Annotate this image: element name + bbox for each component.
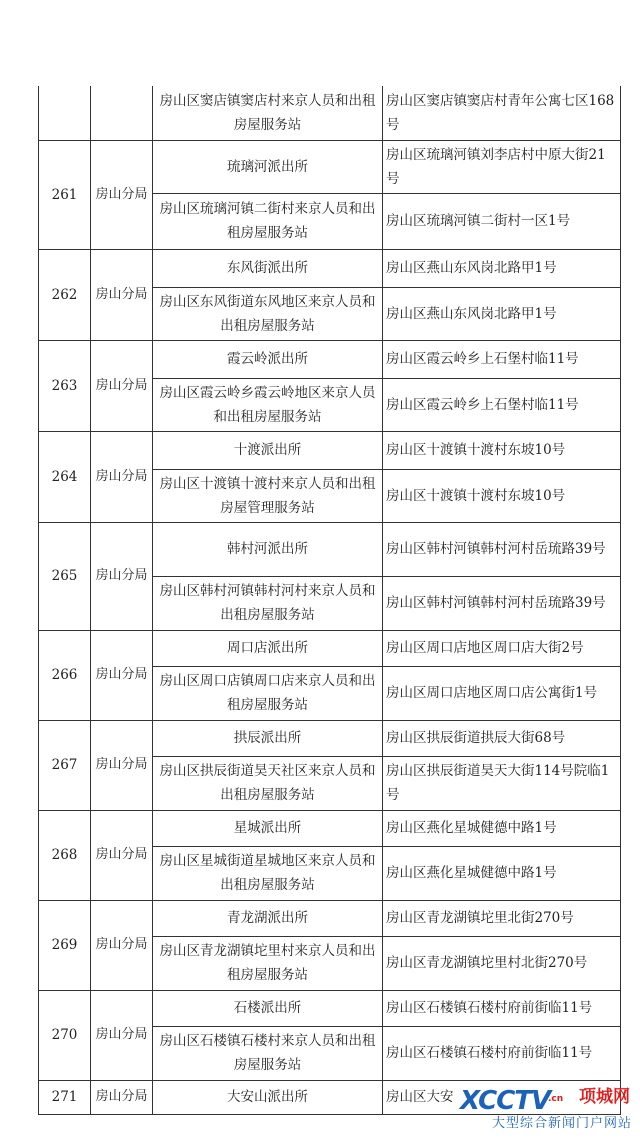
bureau-cell: 房山分局 (91, 720, 153, 810)
station-address: 房山区青龙湖镇坨里北街270号 (383, 900, 621, 936)
station-address: 房山区十渡镇十渡村东坡10号 (383, 431, 621, 469)
table-row (39, 990, 621, 1026)
station-address: 房山区霞云岭乡上石堡村临11号 (383, 378, 621, 431)
table-row (39, 86, 621, 140)
row-number: 271 (39, 1080, 91, 1114)
station-address: 房山区燕化星城健德中路1号 (383, 846, 621, 900)
station-name: 韩村河派出所 (153, 522, 383, 576)
station-address: 房山区燕山东风岗北路甲1号 (383, 287, 621, 340)
row-number: 263 (39, 340, 91, 431)
station-address: 房山区燕山东风岗北路甲1号 (383, 249, 621, 287)
bureau-cell (91, 86, 153, 140)
police-station-table (38, 86, 621, 1115)
watermark-subtitle: 大型综合新闻门户网站 (491, 1116, 632, 1131)
watermark-logo: XCCTV (460, 1086, 551, 1116)
station-address: 房山区拱辰街道昊天大街114号院临1号 (383, 756, 621, 810)
bureau-cell: 房山分局 (91, 522, 153, 630)
row-number: 269 (39, 900, 91, 990)
station-address: 房山区窦店镇窦店村青年公寓七区168号 (383, 86, 621, 140)
row-number: 264 (39, 431, 91, 522)
station-name: 房山区东风街道东风地区来京人员和出租房屋服务站 (153, 287, 383, 340)
watermark (454, 1082, 634, 1132)
row-number (39, 86, 91, 140)
bureau-cell: 房山分局 (91, 810, 153, 900)
watermark-site-name: 项城网 (579, 1087, 630, 1107)
station-address: 房山区大安 (383, 1080, 621, 1114)
station-name: 石楼派出所 (153, 990, 383, 1026)
row-number: 268 (39, 810, 91, 900)
bureau-cell: 房山分局 (91, 140, 153, 249)
table-row (39, 431, 621, 469)
bureau-cell: 房山分局 (91, 431, 153, 522)
table-row (39, 522, 621, 576)
station-address: 房山区韩村河镇韩村河村岳琉路39号 (383, 576, 621, 630)
station-name: 青龙湖派出所 (153, 900, 383, 936)
station-name: 琉璃河派出所 (153, 140, 383, 193)
station-address: 房山区霞云岭乡上石堡村临11号 (383, 340, 621, 378)
bureau-cell: 房山分局 (91, 990, 153, 1080)
table-row (39, 900, 621, 936)
row-number: 270 (39, 990, 91, 1080)
station-address: 房山区琉璃河镇刘李店村中原大街21号 (383, 140, 621, 193)
bureau-cell: 房山分局 (91, 340, 153, 431)
station-address: 房山区燕化星城健德中路1号 (383, 810, 621, 846)
row-number: 261 (39, 140, 91, 249)
station-name: 房山区拱辰街道昊天社区来京人员和出租房屋服务站 (153, 756, 383, 810)
station-name: 周口店派出所 (153, 630, 383, 666)
station-address: 房山区拱辰街道拱辰大街68号 (383, 720, 621, 756)
table-row (39, 810, 621, 846)
station-name: 房山区星城街道星城地区来京人员和出租房屋服务站 (153, 846, 383, 900)
station-name: 房山区石楼镇石楼村来京人员和出租房屋服务站 (153, 1026, 383, 1080)
bureau-cell: 房山分局 (91, 630, 153, 720)
bureau-cell: 房山分局 (91, 249, 153, 340)
bureau-cell: 房山分局 (91, 900, 153, 990)
bureau-cell: 房山分局 (91, 1080, 153, 1114)
station-name: 东风街派出所 (153, 249, 383, 287)
station-address: 房山区周口店地区周口店公寓街1号 (383, 666, 621, 720)
station-name: 霞云岭派出所 (153, 340, 383, 378)
table-row (39, 340, 621, 378)
table-row (39, 249, 621, 287)
station-name: 十渡派出所 (153, 431, 383, 469)
station-address: 房山区青龙湖镇坨里村北街270号 (383, 936, 621, 990)
station-name: 房山区十渡镇十渡村来京人员和出租房屋管理服务站 (153, 469, 383, 522)
table-row (39, 140, 621, 193)
station-name: 房山区周口店镇周口店来京人员和出租房屋服务站 (153, 666, 383, 720)
station-address: 房山区韩村河镇韩村河村岳琉路39号 (383, 522, 621, 576)
row-number: 262 (39, 249, 91, 340)
watermark-logo-suffix: .cn (548, 1094, 564, 1104)
row-number: 265 (39, 522, 91, 630)
station-address: 房山区石楼镇石楼村府前街临11号 (383, 990, 621, 1026)
station-name: 房山区窦店镇窦店村来京人员和出租房屋服务站 (153, 86, 383, 140)
station-name: 大安山派出所 (153, 1080, 383, 1114)
station-address: 房山区周口店地区周口店大街2号 (383, 630, 621, 666)
station-name: 星城派出所 (153, 810, 383, 846)
station-address: 房山区石楼镇石楼村府前街临11号 (383, 1026, 621, 1080)
table-row (39, 720, 621, 756)
station-name: 拱辰派出所 (153, 720, 383, 756)
station-address: 房山区十渡镇十渡村东坡10号 (383, 469, 621, 522)
station-name: 房山区琉璃河镇二街村来京人员和出租房屋服务站 (153, 193, 383, 249)
station-address: 房山区琉璃河镇二街村一区1号 (383, 193, 621, 249)
station-name: 房山区青龙湖镇坨里村来京人员和出租房屋服务站 (153, 936, 383, 990)
station-name: 房山区韩村河镇韩村河村来京人员和出租房屋服务站 (153, 576, 383, 630)
row-number: 267 (39, 720, 91, 810)
row-number: 266 (39, 630, 91, 720)
table-row (39, 630, 621, 666)
station-name: 房山区霞云岭乡霞云岭地区来京人员和出租房屋服务站 (153, 378, 383, 431)
